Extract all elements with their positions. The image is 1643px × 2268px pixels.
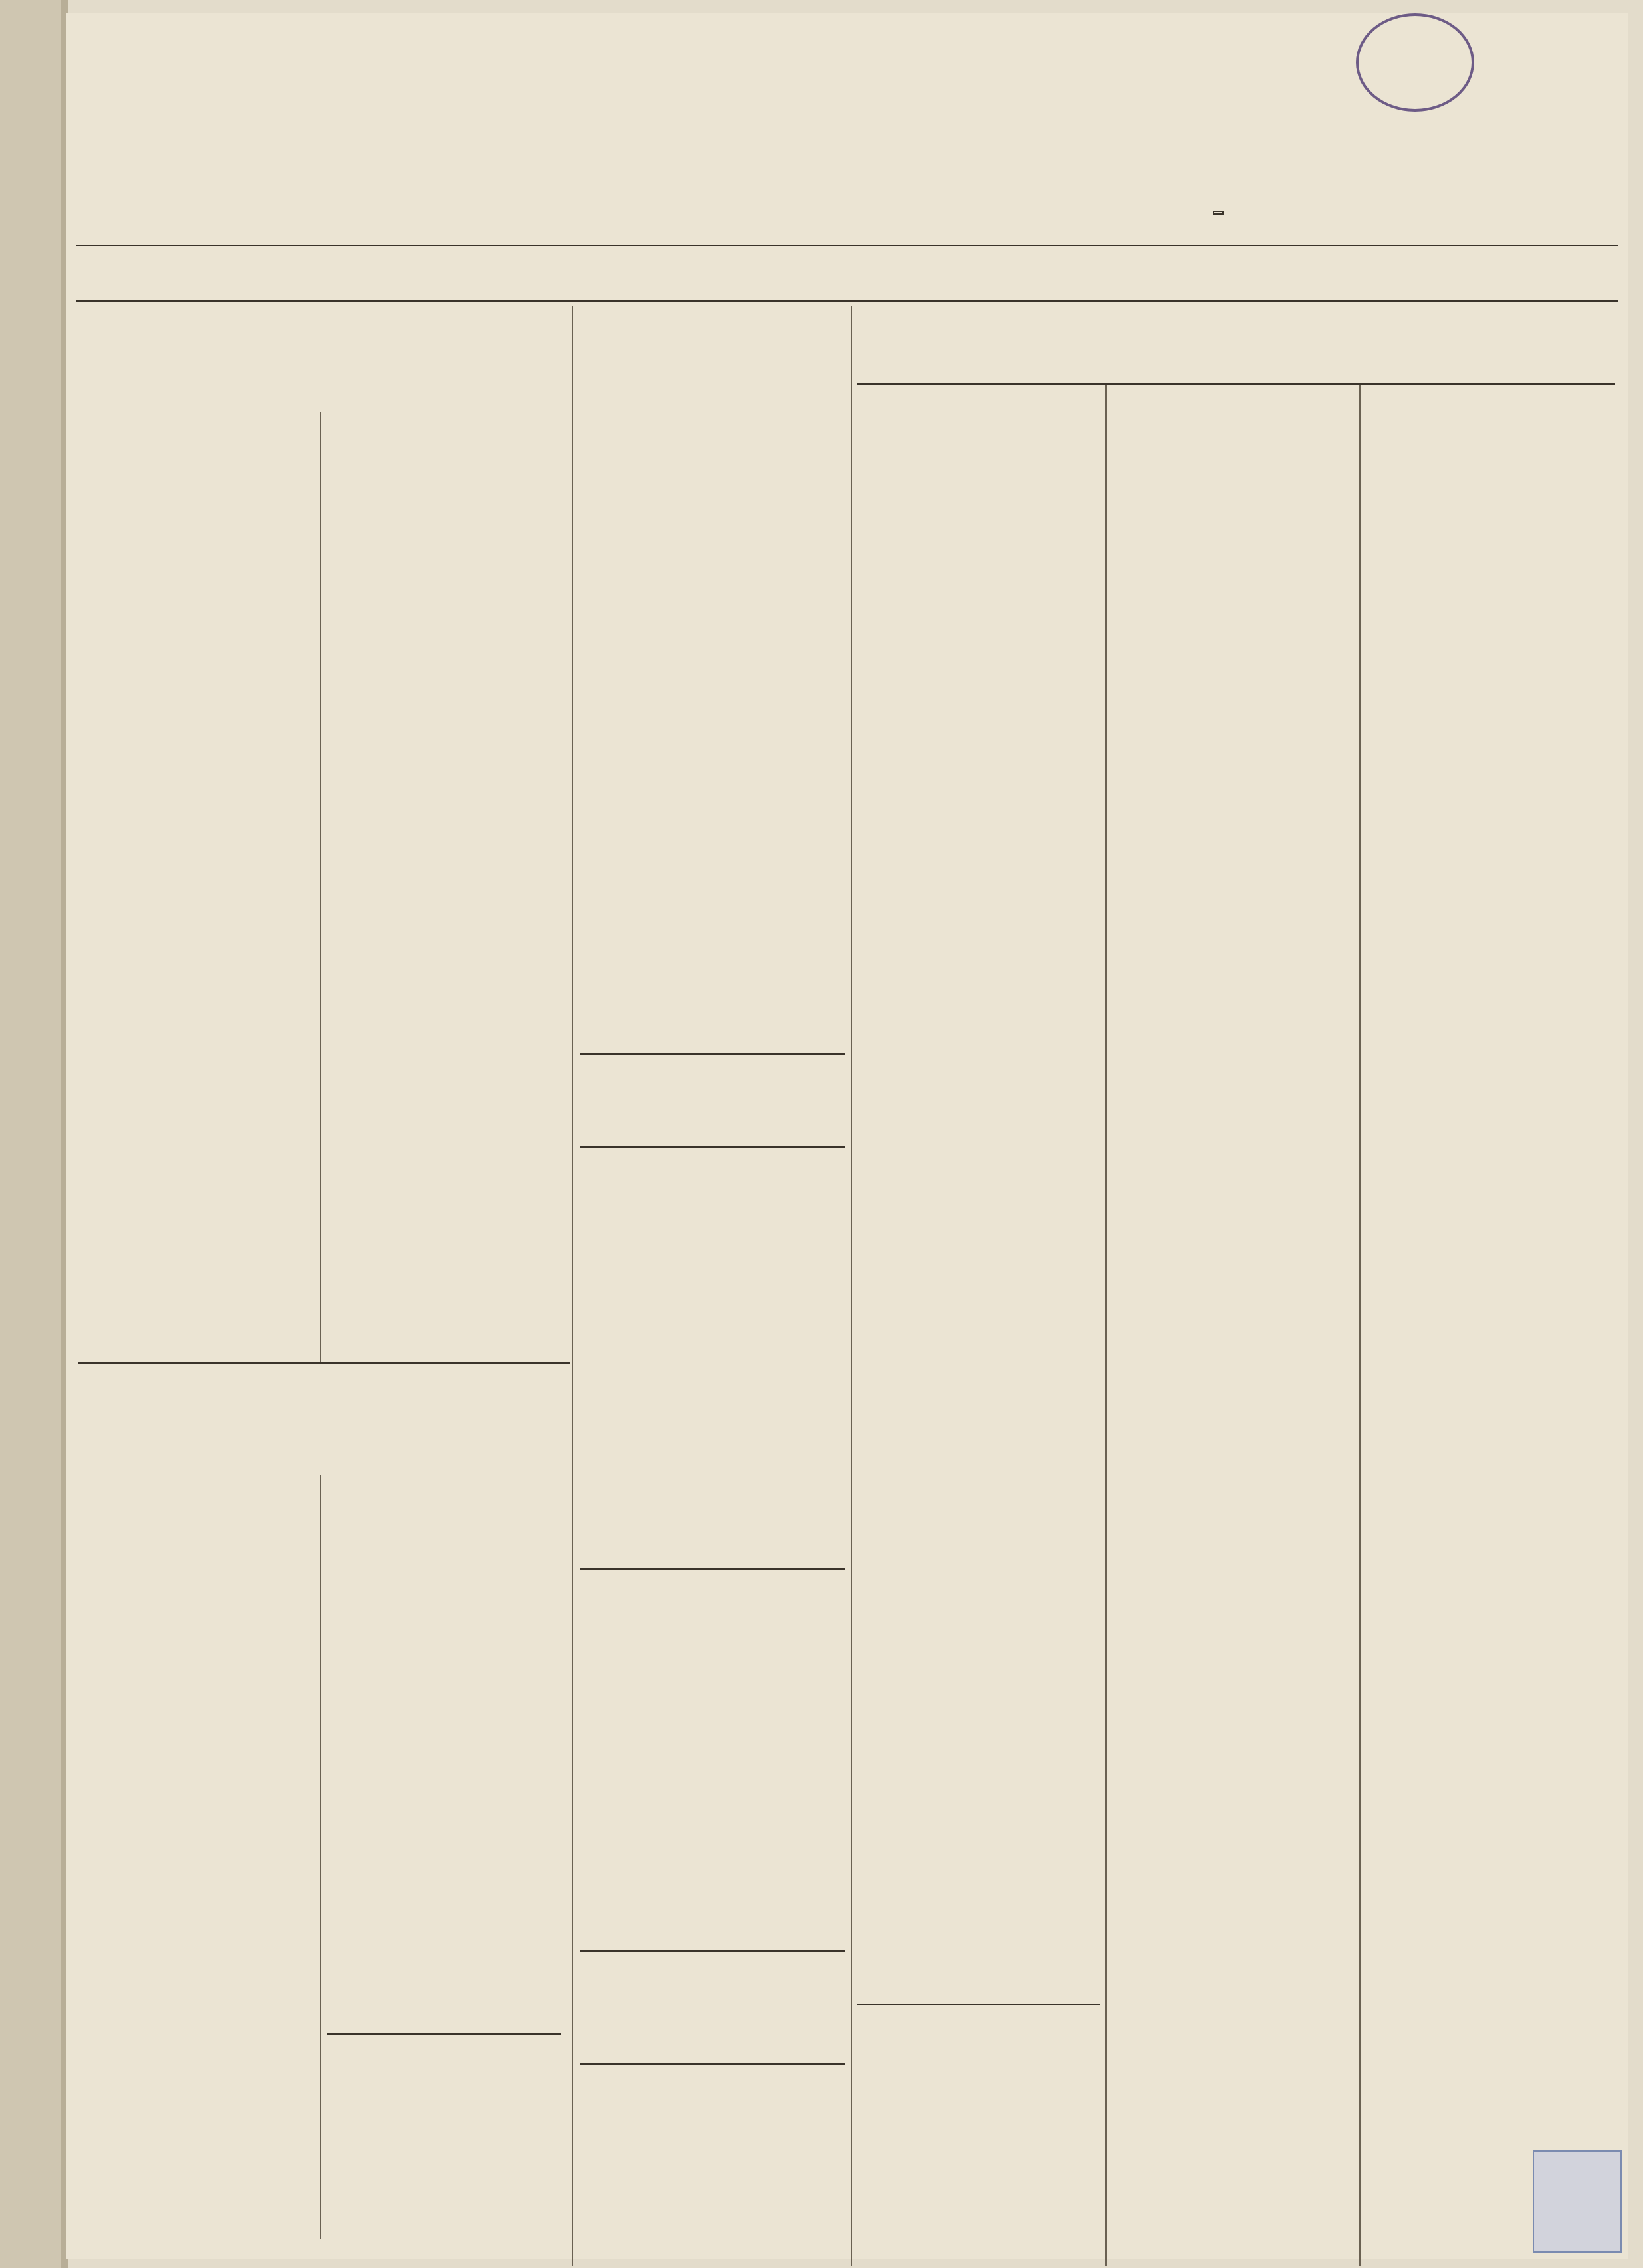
ateneo-article — [580, 1199, 845, 1201]
col1-article-d — [327, 1475, 561, 2027]
archive-seal — [1533, 2150, 1622, 2253]
spectacles-article — [580, 1625, 845, 1629]
front-page-sheet — [66, 13, 1628, 2259]
masthead-right — [1386, 40, 1612, 52]
col1-article-a — [78, 422, 312, 423]
adjacent-page-edge — [0, 0, 61, 2268]
municipal-stamp — [1356, 13, 1474, 112]
col2-article-a — [580, 352, 845, 354]
franqueo-box — [1213, 211, 1224, 215]
date-rule — [76, 300, 1618, 302]
buendia-ad — [857, 2004, 1100, 2257]
masthead-left — [78, 25, 331, 43]
col1-article-c — [78, 1475, 312, 2253]
indio-rosa-ad — [327, 2033, 561, 2247]
col1-article-b — [327, 422, 561, 426]
masthead-rule — [76, 245, 1618, 246]
